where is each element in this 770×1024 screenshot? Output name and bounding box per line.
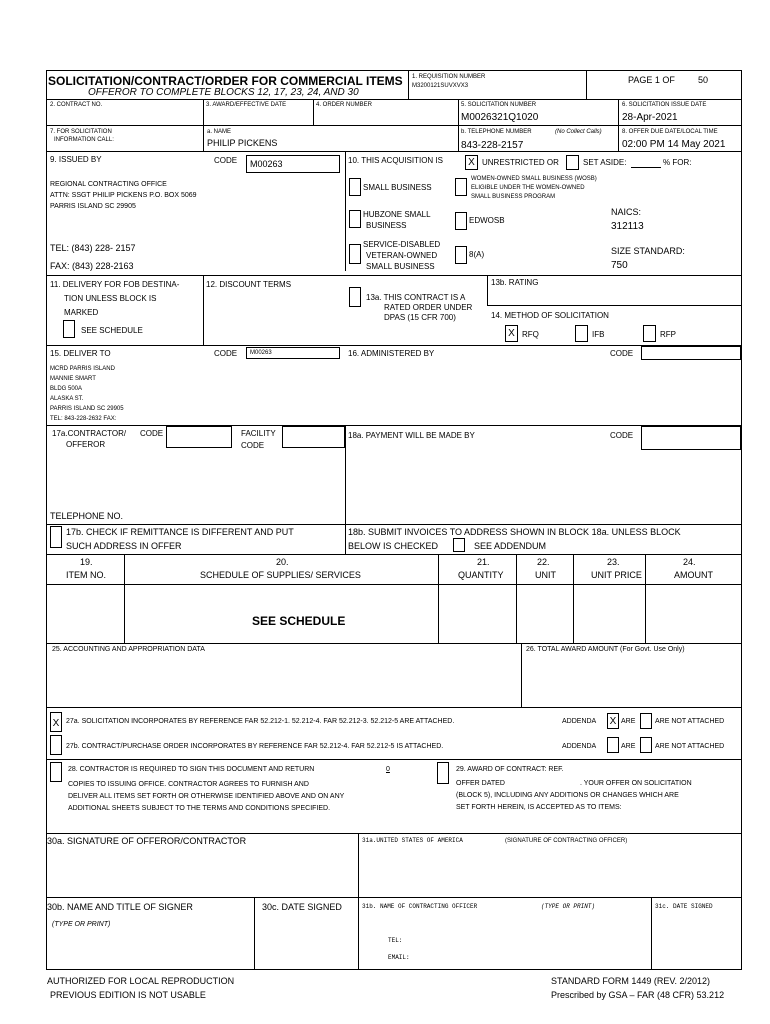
- addenda-label-b: ADDENDA: [562, 743, 597, 750]
- incorp-27a-text: 27a. SOLICITATION INCORPORATES BY REFERENCE FAR 52.212-1. 52.212-4. FAR 52.212-3. 52.212-5 ARE ATTACHED.: [66, 718, 455, 725]
- edwosb-checkbox[interactable]: [455, 212, 467, 230]
- deliver-to-code-label: CODE: [214, 349, 238, 358]
- contact-name: PHILIP PICKENS: [207, 138, 278, 148]
- facility-label-1: FACILITY: [241, 429, 276, 438]
- incorp-27a-checkbox[interactable]: X: [50, 712, 62, 732]
- solicitation-number: M0026321Q1020: [461, 112, 539, 123]
- footer-left-1: AUTHORIZED FOR LOCAL REPRODUCTION: [47, 976, 235, 986]
- naics-value: 312113: [611, 221, 644, 232]
- col19-number: 19.: [80, 557, 93, 567]
- incorp-27b-checkbox[interactable]: [50, 735, 62, 755]
- remittance-line1: 17b. CHECK IF REMITTANCE IS DIFFERENT AND PUT: [66, 527, 294, 537]
- see-addendum-label: SEE ADDENDUM: [474, 541, 547, 551]
- remittance-checkbox[interactable]: [50, 526, 62, 548]
- incorp-27b-text: 27b. CONTRACT/PURCHASE ORDER INCORPORATES BY REFERENCE FAR 52.212-4. FAR 52.212-5 IS ATTACHED.: [66, 743, 444, 750]
- signer-type-note: (TYPE OR PRINT): [52, 921, 111, 928]
- method-label: 14. METHOD OF SOLICITATION: [491, 311, 609, 320]
- unrestricted-label: UNRESTRICTED OR: [482, 158, 559, 167]
- rated-order-checkbox[interactable]: [349, 287, 361, 307]
- total-award-label: 26. TOTAL AWARD AMOUNT (For Govt. Use Only): [526, 646, 685, 653]
- issued-by-tel: TEL: (843) 228- 2157: [50, 243, 136, 253]
- administered-by-code-label: CODE: [610, 349, 634, 358]
- delivery-line2: TION UNLESS BLOCK IS: [64, 294, 157, 303]
- co-date-label: 31c. DATE SIGNED: [655, 903, 713, 910]
- award-date-label: 3. AWARD/EFFECTIVE DATE: [206, 102, 287, 108]
- requisition-label: 1. REQUISITION NUMBER: [412, 74, 486, 80]
- footer-left-2: PREVIOUS EDITION IS NOT USABLE: [50, 990, 206, 1000]
- form-title: SOLICITATION/CONTRACT/ORDER FOR COMMERCIAL ITEMS: [48, 74, 403, 88]
- issue-date-label: 6. SOLICITATION ISSUE DATE: [622, 102, 707, 108]
- rated-line3: DPAS (15 CFR 700): [384, 313, 456, 322]
- addenda-not-attached-checkbox-b[interactable]: [640, 737, 652, 753]
- wosb-line3: SMALL BUSINESS PROGRAM: [471, 194, 556, 200]
- rated-line2: RATED ORDER UNDER: [384, 303, 473, 312]
- contractor-code-field[interactable]: [166, 426, 232, 448]
- administered-by-code-field: [641, 346, 741, 360]
- col24-label: AMOUNT: [674, 570, 713, 580]
- issued-by-line3: PARRIS ISLAND SC 29905: [50, 203, 136, 210]
- addenda-are-label-b: ARE: [621, 743, 636, 750]
- info-call-label-1: 7. FOR SOLICITATION: [50, 129, 112, 135]
- page-label: PAGE 1 OF: [628, 75, 675, 85]
- col20-number: 20.: [276, 557, 289, 567]
- block28-line3: DELIVER ALL ITEMS SET FORTH OR OTHERWISE IDENTIFIED ABOVE AND ON ANY: [68, 793, 345, 800]
- addenda-label-a: ADDENDA: [562, 718, 597, 725]
- block29-line4: SET FORTH HEREIN, IS ACCEPTED AS TO ITEMS:: [456, 804, 622, 811]
- deliver-to-line4: ALASKA ST.: [50, 396, 84, 402]
- wosb-line1: WOMEN-OWNED SMALL BUSINESS (WOSB): [471, 176, 597, 182]
- issued-by-label: 9. ISSUED BY: [50, 155, 102, 164]
- col24-number: 24.: [683, 557, 696, 567]
- wosb-line2: ELIGIBLE UNDER THE WOMEN-OWNED: [471, 185, 585, 191]
- unrestricted-checkbox[interactable]: X: [465, 155, 478, 170]
- block29-line3: (BLOCK 5), INCLUDING ANY ADDITIONS OR CHANGES WHICH ARE: [456, 792, 679, 799]
- issued-by-fax: FAX: (843) 228-2163: [50, 261, 134, 271]
- size-standard-label: SIZE STANDARD:: [611, 246, 685, 256]
- see-schedule-checkbox[interactable]: [63, 320, 75, 338]
- block28-line1: 28. CONTRACTOR IS REQUIRED TO SIGN THIS DOCUMENT AND RETURN: [68, 766, 315, 773]
- date-signed-label: 30c. DATE SIGNED: [262, 902, 342, 912]
- discount-terms-label: 12. DISCOUNT TERMS: [206, 280, 292, 289]
- see-addendum-checkbox[interactable]: [453, 538, 465, 552]
- contract-no-label: 2. CONTRACT NO.: [50, 102, 103, 108]
- deliver-to-line2: MANNIE SMART: [50, 376, 96, 382]
- hubzone-line2: BUSINESS: [366, 221, 407, 230]
- small-business-checkbox[interactable]: [349, 178, 361, 196]
- payment-by-label: 18a. PAYMENT WILL BE MADE BY: [348, 431, 475, 440]
- block28-checkbox[interactable]: [50, 762, 62, 782]
- rating-label: 13b. RATING: [491, 278, 539, 287]
- administered-by-label: 16. ADMINISTERED BY: [348, 349, 435, 358]
- block28-line2: COPIES TO ISSUING OFFICE. CONTRACTOR AGREES TO FURNISH AND: [68, 781, 309, 788]
- rfq-label: RFQ: [522, 330, 539, 339]
- due-date: 02:00 PM 14 May 2021: [622, 139, 726, 150]
- naics-label: NAICS:: [611, 207, 642, 217]
- block28-line4: ADDITIONAL SHEETS SUBJECT TO THE TERMS AND CONDITIONS SPECIFIED.: [68, 805, 331, 812]
- rfp-checkbox[interactable]: [643, 325, 656, 342]
- solicitation-number-label: 5. SOLICITATION NUMBER: [461, 102, 537, 108]
- block29-line2a: OFFER DATED: [456, 780, 505, 787]
- contractor-label-2: OFFEROR: [66, 440, 106, 449]
- block28-copies: 0: [386, 766, 390, 773]
- submit-invoices-line1: 18b. SUBMIT INVOICES TO ADDRESS SHOWN IN BLOCK 18a. UNLESS BLOCK: [348, 527, 681, 537]
- col21-label: QUANTITY: [458, 570, 504, 580]
- sdvosb-line1: SERVICE-DISABLED: [363, 240, 441, 249]
- wosb-checkbox[interactable]: [455, 178, 467, 196]
- phone-number: 843-228-2157: [461, 140, 524, 151]
- block29-line1: 29. AWARD OF CONTRACT: REF.: [456, 766, 564, 773]
- sdvosb-line3: SMALL BUSINESS: [366, 262, 435, 271]
- signer-name-label: 30b. NAME AND TITLE OF SIGNER: [47, 902, 193, 912]
- payment-code-label: CODE: [610, 431, 634, 440]
- footer-right-2: Prescribed by GSA – FAR (48 CFR) 53.212: [551, 990, 725, 1000]
- acquisition-label: 10. THIS ACQUISITION IS: [348, 156, 443, 165]
- delivery-line1: 11. DELIVERY FOR FOB DESTINA-: [50, 280, 180, 289]
- info-call-label-2: INFORMATION CALL:: [54, 137, 114, 143]
- deliver-to-line5: PARRIS ISLAND SC 29905: [50, 406, 124, 412]
- co-tel-label: TEL:: [388, 937, 403, 944]
- remittance-line2: SUCH ADDRESS IN OFFER: [66, 541, 182, 551]
- block29-line2b: . YOUR OFFER ON SOLICITATION: [580, 780, 692, 787]
- addenda-not-attached-label-a: ARE NOT ATTACHED: [655, 718, 725, 725]
- ifb-checkbox[interactable]: [575, 325, 588, 342]
- signature-co-label: (SIGNATURE OF CONTRACTING OFFICER): [505, 838, 628, 844]
- eight-a-label: 8(A): [469, 250, 485, 259]
- co-email-label: EMAIL:: [388, 954, 410, 961]
- rated-line1: 13a. THIS CONTRACT IS A: [366, 293, 466, 302]
- sdvosb-checkbox[interactable]: [349, 244, 361, 264]
- delivery-line3: MARKED: [64, 308, 99, 317]
- footer-right-1: STANDARD FORM 1449 (REV. 2/2012): [551, 976, 711, 986]
- signature-usa-label: 31a.UNITED STATES OF AMERICA: [362, 837, 463, 844]
- small-business-label: SMALL BUSINESS: [363, 183, 432, 192]
- addenda-are-checkbox-a[interactable]: X: [607, 713, 619, 729]
- issued-by-code: M00263: [250, 159, 283, 169]
- hubzone-checkbox[interactable]: [349, 210, 361, 228]
- issued-by-code-label: CODE: [214, 156, 238, 165]
- col22-label: UNIT: [535, 570, 556, 580]
- rfq-checkbox[interactable]: X: [505, 325, 518, 342]
- accounting-label: 25. ACCOUNTING AND APPROPRIATION DATA: [52, 646, 205, 653]
- ifb-label: IFB: [592, 330, 605, 339]
- deliver-to-label: 15. DELIVER TO: [50, 349, 111, 358]
- contractor-code-label: CODE: [140, 429, 164, 438]
- col22-number: 22.: [537, 557, 550, 567]
- facility-label-2: CODE: [241, 441, 265, 450]
- addenda-not-attached-checkbox-a[interactable]: [640, 713, 652, 729]
- phone-label: b. TELEPHONE NUMBER: [461, 129, 532, 135]
- page-total: 50: [698, 75, 709, 85]
- order-number-label: 4. ORDER NUMBER: [316, 102, 373, 108]
- set-aside-pct: % FOR:: [663, 158, 692, 167]
- deliver-to-code: M00263: [250, 350, 272, 356]
- set-aside-checkbox[interactable]: [566, 155, 579, 170]
- issued-by-line1: REGIONAL CONTRACTING OFFICE: [50, 181, 167, 188]
- deliver-to-line1: MCRD PARRIS ISLAND: [50, 366, 115, 372]
- phone-note: (No Collect Calls): [555, 129, 602, 135]
- name-label: a. NAME: [207, 129, 232, 135]
- col20-label: SCHEDULE OF SUPPLIES/ SERVICES: [200, 570, 361, 580]
- addenda-not-attached-label-b: ARE NOT ATTACHED: [655, 743, 725, 750]
- size-standard-value: 750: [611, 260, 628, 271]
- edwosb-label: EDWOSB: [469, 216, 505, 225]
- co-name-label: 31b. NAME OF CONTRACTING OFFICER: [362, 903, 478, 910]
- schedule-body: SEE SCHEDULE: [252, 614, 346, 628]
- issued-by-line2: ATTN: SSGT PHILIP PICKENS P.O. BOX 5069: [50, 192, 197, 199]
- col21-number: 21.: [477, 557, 490, 567]
- due-date-label: 8. OFFER DUE DATE/LOCAL TIME: [622, 129, 718, 135]
- hubzone-line1: HUBZONE SMALL: [363, 210, 431, 219]
- form-subtitle: OFFEROR TO COMPLETE BLOCKS 12, 17, 23, 24, AND 30: [88, 87, 359, 98]
- deliver-to-line6: TEL: 843-228-2632 FAX:: [50, 416, 117, 422]
- payment-code-field: [641, 426, 741, 450]
- addenda-are-label-a: ARE: [621, 718, 636, 725]
- set-aside-label: SET ASIDE:: [583, 158, 627, 167]
- facility-code-field[interactable]: [282, 426, 345, 448]
- see-schedule-label: SEE SCHEDULE: [81, 326, 143, 335]
- eight-a-checkbox[interactable]: [455, 246, 467, 264]
- sdvosb-line2: VETERAN-OWNED: [366, 251, 438, 260]
- requisition-number: M3200121SUVXVX3: [412, 83, 469, 89]
- contractor-label-1: 17a.CONTRACTOR/: [52, 429, 127, 438]
- addenda-are-checkbox-b[interactable]: [607, 737, 619, 753]
- block29-checkbox[interactable]: [437, 762, 449, 784]
- signature-offeror-label: 30a. SIGNATURE OF OFFEROR/CONTRACTOR: [47, 836, 247, 846]
- co-type-note: (TYPE OR PRINT): [541, 903, 596, 910]
- telephone-label: TELEPHONE NO.: [50, 511, 124, 521]
- rfp-label: RFP: [660, 330, 676, 339]
- col23-number: 23.: [607, 557, 620, 567]
- col19-label: ITEM NO.: [66, 570, 106, 580]
- issue-date: 28-Apr-2021: [622, 112, 678, 123]
- col23-label: UNIT PRICE: [591, 570, 642, 580]
- deliver-to-line3: BLDG 500A: [50, 386, 83, 392]
- submit-invoices-line2: BELOW IS CHECKED: [348, 541, 439, 551]
